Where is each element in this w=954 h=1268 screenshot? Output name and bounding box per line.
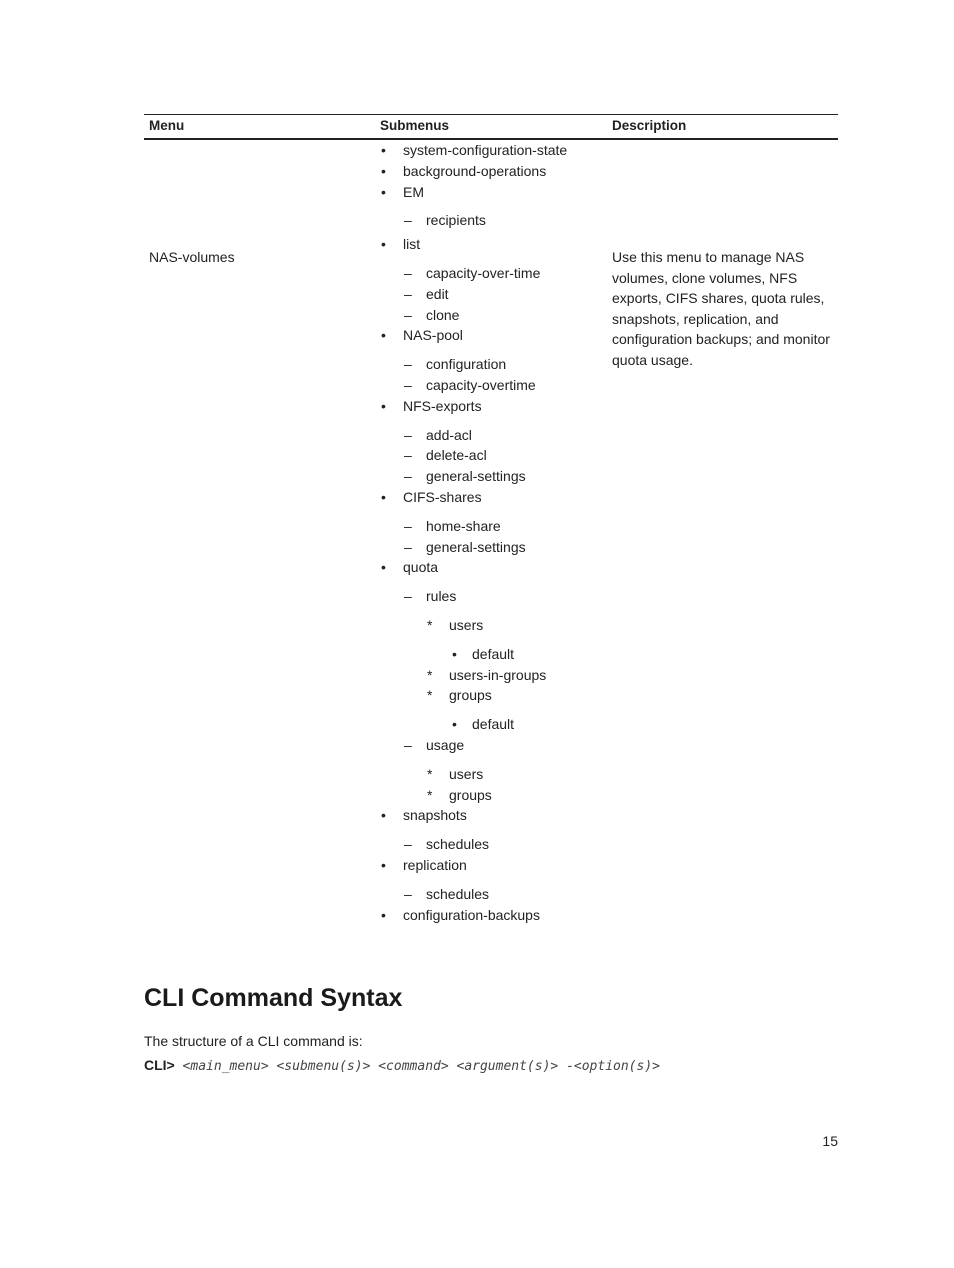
submenu-subitem: – capacity-overtime <box>403 375 602 396</box>
submenu-subitem: – delete-acl <box>403 445 602 466</box>
table-header-row <box>144 115 838 140</box>
submenu-subitem-usage: – usage * users * groups <box>403 735 602 805</box>
submenu-subitem: – configuration <box>403 354 602 375</box>
submenu-item-cifs: • CIFS-shares – home-share – general-settings <box>380 487 602 557</box>
cli-prompt-label: CLI> <box>144 1057 175 1073</box>
submenu-subsubitem: * groups <box>426 785 602 806</box>
intro-text: The structure of a CLI command is: <box>144 1033 363 1049</box>
table-row <box>144 139 838 231</box>
document-page <box>144 114 838 925</box>
cli-syntax-line <box>144 1057 660 1074</box>
header-submenus: Submenus <box>375 115 607 140</box>
submenu-subitem: – general-settings <box>403 466 602 487</box>
submenu-item-quota: • quota – rules * users • default * users-in-groups * groups • default – usage * users * groups <box>380 557 602 805</box>
submenu-subsubitem: * users-in-groups <box>426 665 602 686</box>
page-number: 15 <box>822 1133 838 1149</box>
submenu-item-backups: • configuration-backups <box>380 905 602 926</box>
row2-description: Use this menu to manage NAS volumes, clone volumes, NFS exports, CIFS shares, quota rules, snapshots, replication, and configuration backups; and monitor quota usage. <box>612 249 830 368</box>
row2-submenus <box>375 231 607 925</box>
submenu-item-replication: • replication – schedules <box>380 855 602 905</box>
submenu-item-nfs: • NFS-exports – add-acl – delete-acl – general-settings <box>380 396 602 487</box>
submenu-item: • system-configuration-state <box>380 140 602 161</box>
menu-table <box>144 114 838 925</box>
submenu-subitem: – recipients <box>403 210 602 231</box>
section-heading: CLI Command Syntax <box>144 984 403 1012</box>
submenu-item-naspool: • NAS-pool – configuration – capacity-overtime <box>380 325 602 395</box>
row1-description <box>607 139 838 231</box>
submenu-subitem-rules: – rules * users • default * users-in-groups * groups • default <box>403 586 602 735</box>
submenu-subitem: – general-settings <box>403 537 602 558</box>
submenu-subitem: – schedules <box>403 884 602 905</box>
submenu-subsubitem: * users <box>426 764 602 785</box>
row2-menu: NAS-volumes <box>149 249 235 266</box>
submenu-subitem: – add-acl <box>403 425 602 446</box>
submenu-subitem: – capacity-over-time <box>403 263 602 284</box>
submenu-item: • background-operations <box>380 161 602 182</box>
submenu-subitem: – edit <box>403 284 602 305</box>
submenu-subitem: – schedules <box>403 834 602 855</box>
submenu-subsubitem: * users • default <box>426 615 602 665</box>
submenu-leaf: • default <box>449 644 602 665</box>
submenu-item-list: • list – capacity-over-time – edit – clone <box>380 234 602 325</box>
submenu-item-em: • EM – recipients <box>380 182 602 232</box>
row1-menu <box>144 139 375 231</box>
submenu-leaf: • default <box>449 714 602 735</box>
table-row <box>144 231 838 925</box>
cli-syntax-code: <main_menu> <submenu(s)> <command> <argument(s)> -<option(s)> <box>174 1059 660 1074</box>
submenu-subitem: – home-share <box>403 516 602 537</box>
submenu-subitem: – clone <box>403 305 602 326</box>
submenu-subsubitem: * groups • default <box>426 685 602 735</box>
submenu-item-snapshots: • snapshots – schedules <box>380 805 602 855</box>
row1-submenus <box>375 139 607 231</box>
header-description: Description <box>607 115 838 140</box>
header-menu: Menu <box>144 115 375 140</box>
